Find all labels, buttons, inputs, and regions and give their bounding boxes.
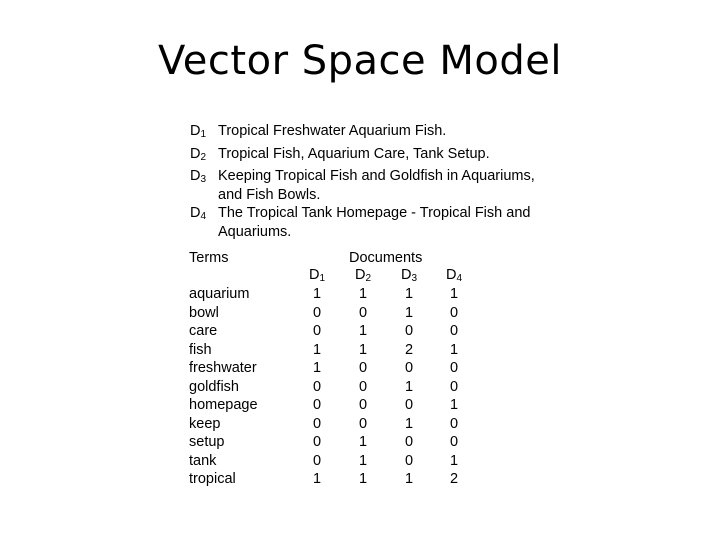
term-frequency-cell: 0 (404, 323, 414, 339)
document-id: $D_2$ (190, 145, 207, 163)
term-frequency-cell: 0 (358, 397, 368, 413)
page-title: Vector Space Model (158, 38, 562, 84)
term-frequency-cell: 0 (312, 434, 322, 450)
term-frequency-cell: 1 (449, 341, 459, 358)
term-frequency-cell: 1 (358, 323, 368, 339)
term-frequency-cell: 1 (404, 471, 414, 487)
term-frequency-cell: 0 (449, 434, 459, 450)
term-frequency-cell: 0 (312, 452, 322, 469)
term-frequency-cell: 1 (312, 286, 322, 302)
term-label: homepage (189, 397, 258, 413)
document-id: $D_1$ (190, 123, 207, 140)
term-frequency-cell: 0 (449, 360, 459, 376)
table-row (189, 341, 489, 360)
term-frequency-cell: 0 (312, 304, 322, 321)
matrix-rows (189, 285, 489, 489)
term-frequency-cell: 1 (449, 397, 459, 413)
term-label: tropical (189, 471, 236, 487)
term-frequency-cell: 0 (404, 360, 414, 376)
documents-header: Documents (349, 250, 423, 266)
document-id: $D_4$ (190, 205, 207, 222)
term-frequency-cell: 2 (404, 341, 414, 358)
document-id: $D_3$ (190, 168, 207, 185)
term-frequency-cell: 0 (358, 360, 368, 376)
term-frequency-cell: 1 (449, 452, 459, 469)
term-frequency-cell: 0 (312, 378, 322, 395)
term-frequency-cell: 0 (312, 323, 322, 339)
table-row (189, 396, 489, 415)
term-frequency-cell: 2 (449, 471, 459, 487)
document-text: Tropical Fish, Aquarium Care, Tank Setup. (218, 145, 490, 162)
term-frequency-cell: 1 (404, 378, 414, 395)
term-label: keep (189, 415, 221, 432)
term-frequency-cell: 1 (358, 452, 368, 469)
table-row (189, 359, 489, 378)
term-frequency-cell: 0 (449, 415, 459, 432)
term-label: goldfish (189, 378, 239, 395)
term-label: freshwater (189, 360, 257, 376)
document-text: The Tropical Tank Homepage - Tropical Fish and Aquariums. (218, 205, 531, 240)
term-frequency-cell: 0 (404, 434, 414, 450)
term-label: setup (189, 434, 225, 450)
term-frequency-cell: 1 (358, 341, 368, 358)
term-frequency-cell: 1 (312, 471, 322, 487)
term-frequency-cell: 1 (312, 360, 322, 376)
term-frequency-cell: 0 (404, 397, 414, 413)
table-row (189, 378, 489, 397)
term-frequency-cell: 0 (312, 397, 322, 413)
term-frequency-cell: 0 (358, 378, 368, 395)
term-frequency-cell: 0 (312, 415, 322, 432)
terms-header: Terms (189, 250, 229, 266)
term-frequency-cell: 0 (404, 452, 414, 469)
term-frequency-cell: 0 (449, 304, 459, 321)
table-row (189, 452, 489, 471)
term-frequency-cell: 1 (404, 304, 414, 321)
document-item (190, 204, 570, 241)
term-frequency-cell: 1 (404, 286, 414, 302)
term-frequency-cell: 0 (449, 323, 459, 339)
column-header-d3: $D_3$ (400, 267, 418, 284)
table-row (189, 433, 489, 452)
table-row (189, 415, 489, 434)
term-label: aquarium (189, 286, 250, 302)
term-frequency-cell: 0 (358, 304, 368, 321)
term-label: fish (189, 341, 212, 358)
document-list (190, 122, 570, 241)
document-item (190, 122, 570, 145)
term-frequency-cell: 1 (404, 415, 414, 432)
term-frequency-cell: 0 (449, 378, 459, 395)
term-frequency-cell: 0 (358, 415, 368, 432)
document-text: Tropical Freshwater Aquarium Fish. (218, 123, 447, 139)
term-label: care (189, 323, 218, 339)
table-row (189, 285, 489, 304)
term-label: tank (189, 452, 217, 469)
table-row (189, 470, 489, 489)
table-row (189, 304, 489, 323)
term-frequency-cell: 1 (449, 286, 459, 302)
term-frequency-cell: 1 (312, 341, 322, 358)
term-frequency-cell: 1 (358, 471, 368, 487)
document-item (190, 167, 570, 204)
table-row (189, 322, 489, 341)
term-frequency-cell: 1 (358, 286, 368, 302)
document-item (190, 145, 570, 168)
column-header-d4: $D_4$ (445, 267, 463, 284)
term-frequency-cell: 1 (358, 434, 368, 450)
column-header-d2: $D_2$ (354, 267, 372, 284)
document-text: Keeping Tropical Fish and Goldfish in Aquariums, and Fish Bowls. (218, 168, 535, 203)
term-label: bowl (189, 304, 219, 321)
column-header-d1: $D_1$ (308, 267, 326, 284)
